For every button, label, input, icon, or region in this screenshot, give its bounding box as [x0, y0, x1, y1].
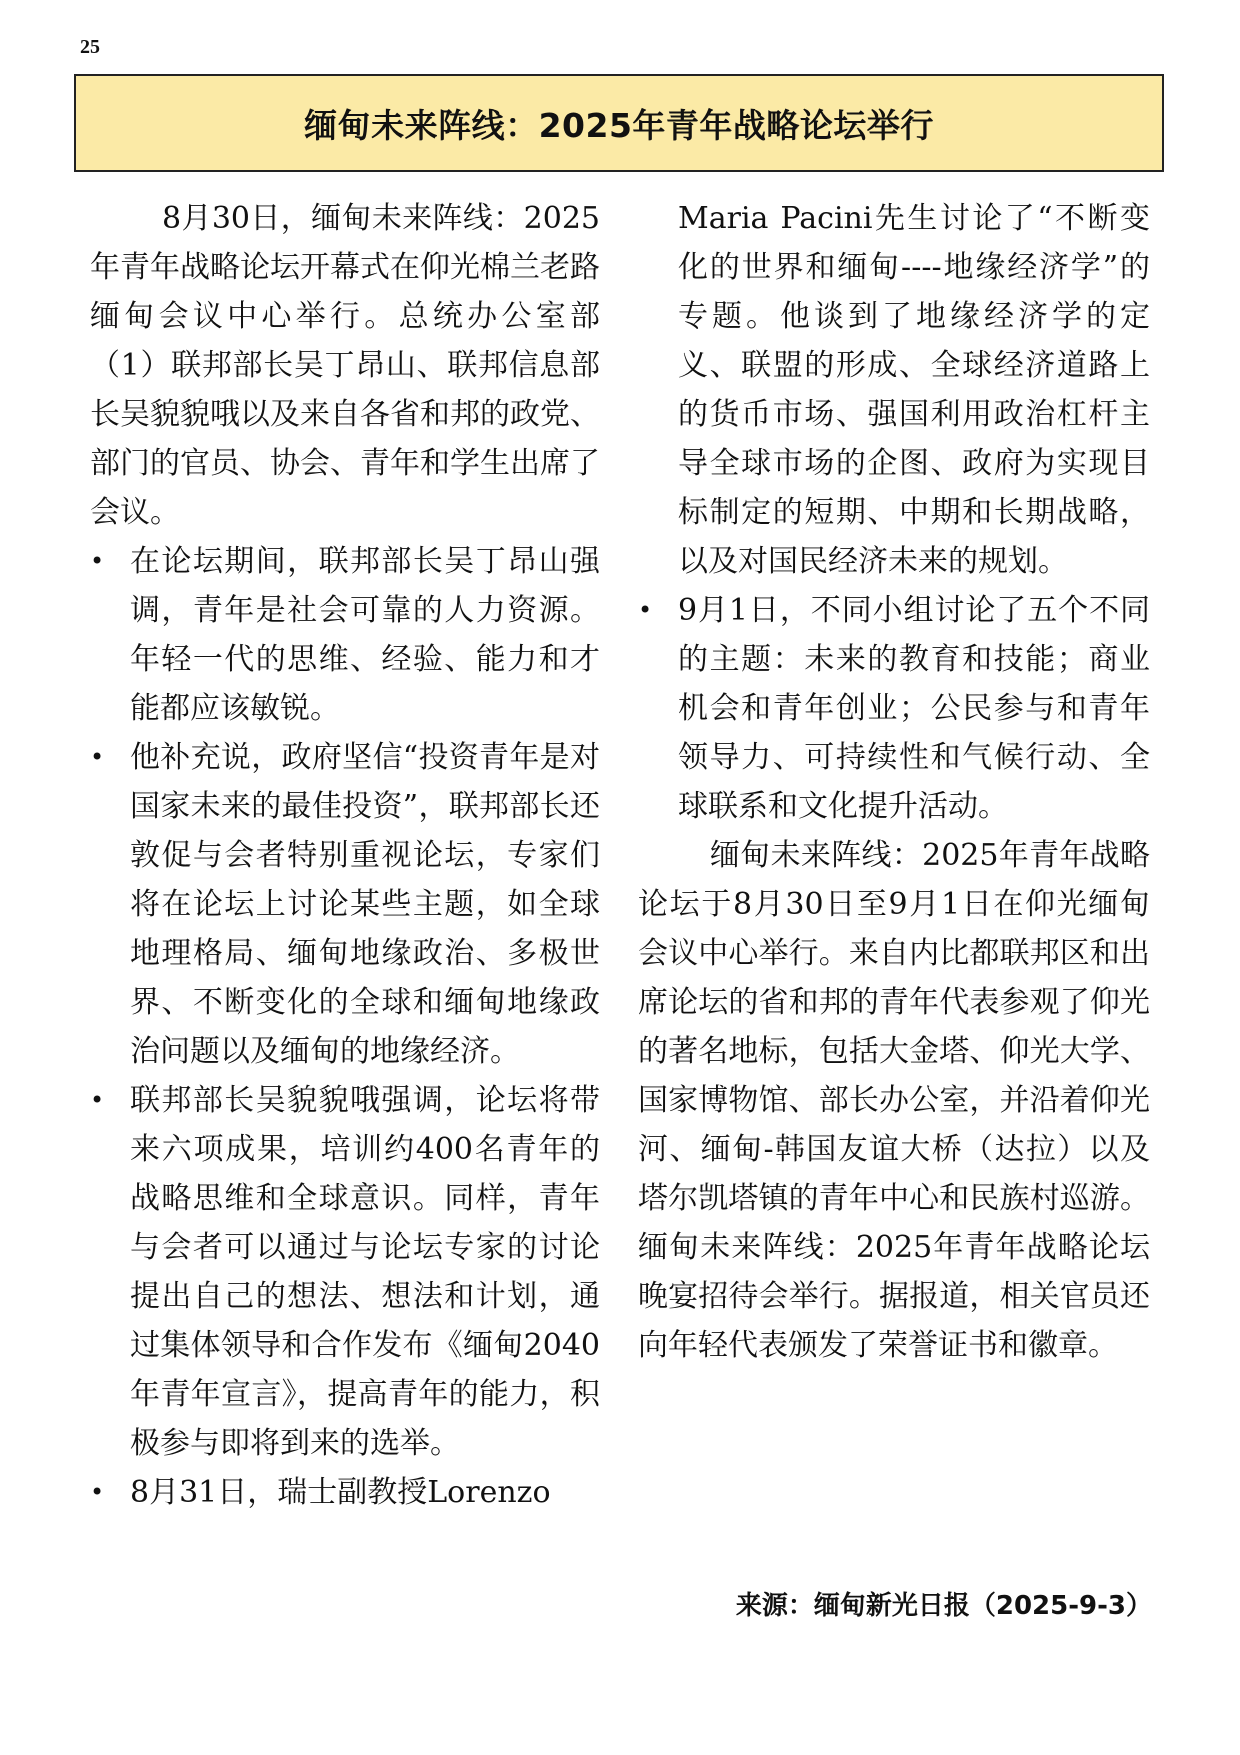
right-column — [638, 194, 1150, 1370]
right-bullet-list — [638, 586, 1150, 831]
bullet-item: • 8月31日，瑞士副教授Lorenzo — [90, 1468, 600, 1517]
left-column — [90, 194, 600, 1517]
source-citation: 来源：缅甸新光日报（2025-9-3） — [735, 1591, 1152, 1621]
page-number: 25 — [80, 36, 100, 58]
bullet-item: • 他补充说，政府坚信“投资青年是对国家未来的最佳投资”，联邦部长还敦促与会者特别重视论坛，专家们将在论坛上讨论某些主题，如全球地理格局、缅甸地缘政治、多极世界、不断变化的全球和缅甸地缘政治问题以及缅甸的地缘经济。 — [90, 733, 600, 1076]
continuation-paragraph: Maria Pacini先生讨论了“不断变化的世界和缅甸----地缘经济学”的专题。他谈到了地缘经济学的定义、联盟的形成、全球经济道路上的货币市场、强国利用政治杠杆主导全球市场的企图、政府为实现目标制定的短期、中期和长期战略，以及对国民经济未来的规划。 — [678, 201, 1150, 579]
bullet-item: • 在论坛期间，联邦部长吴丁昂山强调，青年是社会可靠的人力资源。年轻一代的思维、经验、能力和才能都应该敏锐。 — [90, 537, 600, 733]
bullet-item: • 9月1日，不同小组讨论了五个不同的主题：未来的教育和技能；商业机会和青年创业；公民参与和青年领导力、可持续性和气候行动、全球联系和文化提升活动。 — [638, 586, 1150, 831]
bullet-item: • 联邦部长吴貌貌哦强调，论坛将带来六项成果，培训约400名青年的战略思维和全球意识。同样，青年与会者可以通过与论坛专家的讨论提出自己的想法、想法和计划，通过集体领导和合作发布《缅甸2040年青年宣言》，提高青年的能力，积极参与即将到来的选举。 — [90, 1076, 600, 1468]
left-bullet-list — [90, 537, 600, 1517]
closing-paragraph: 缅甸未来阵线：2025年青年战略论坛于8月30日至9月1日在仰光缅甸会议中心举行。来自内比都联邦区和出席论坛的省和邦的青年代表参观了仰光的著名地标，包括大金塔、仰光大学、国家博物馆、部长办公室，并沿着仰光河、缅甸-韩国友谊大桥（达拉）以及塔尔凯塔镇的青年中心和民族村巡游。缅甸未来阵线：2025年青年战略论坛晚宴招待会举行。据报道，相关官员还向年轻代表颁发了荣誉证书和徽章。 — [638, 838, 1150, 1363]
intro-paragraph: 8月30日，缅甸未来阵线：2025年青年战略论坛开幕式在仰光棉兰老路缅甸会议中心举行。总统办公室部（1）联邦部长吴丁昂山、联邦信息部长吴貌貌哦以及来自各省和邦的政党、部门的官员、协会、青年和学生出席了会议。 — [90, 201, 600, 530]
article-title: 缅甸未来阵线：2025年青年战略论坛举行 — [304, 105, 934, 145]
title-banner — [74, 74, 1164, 172]
